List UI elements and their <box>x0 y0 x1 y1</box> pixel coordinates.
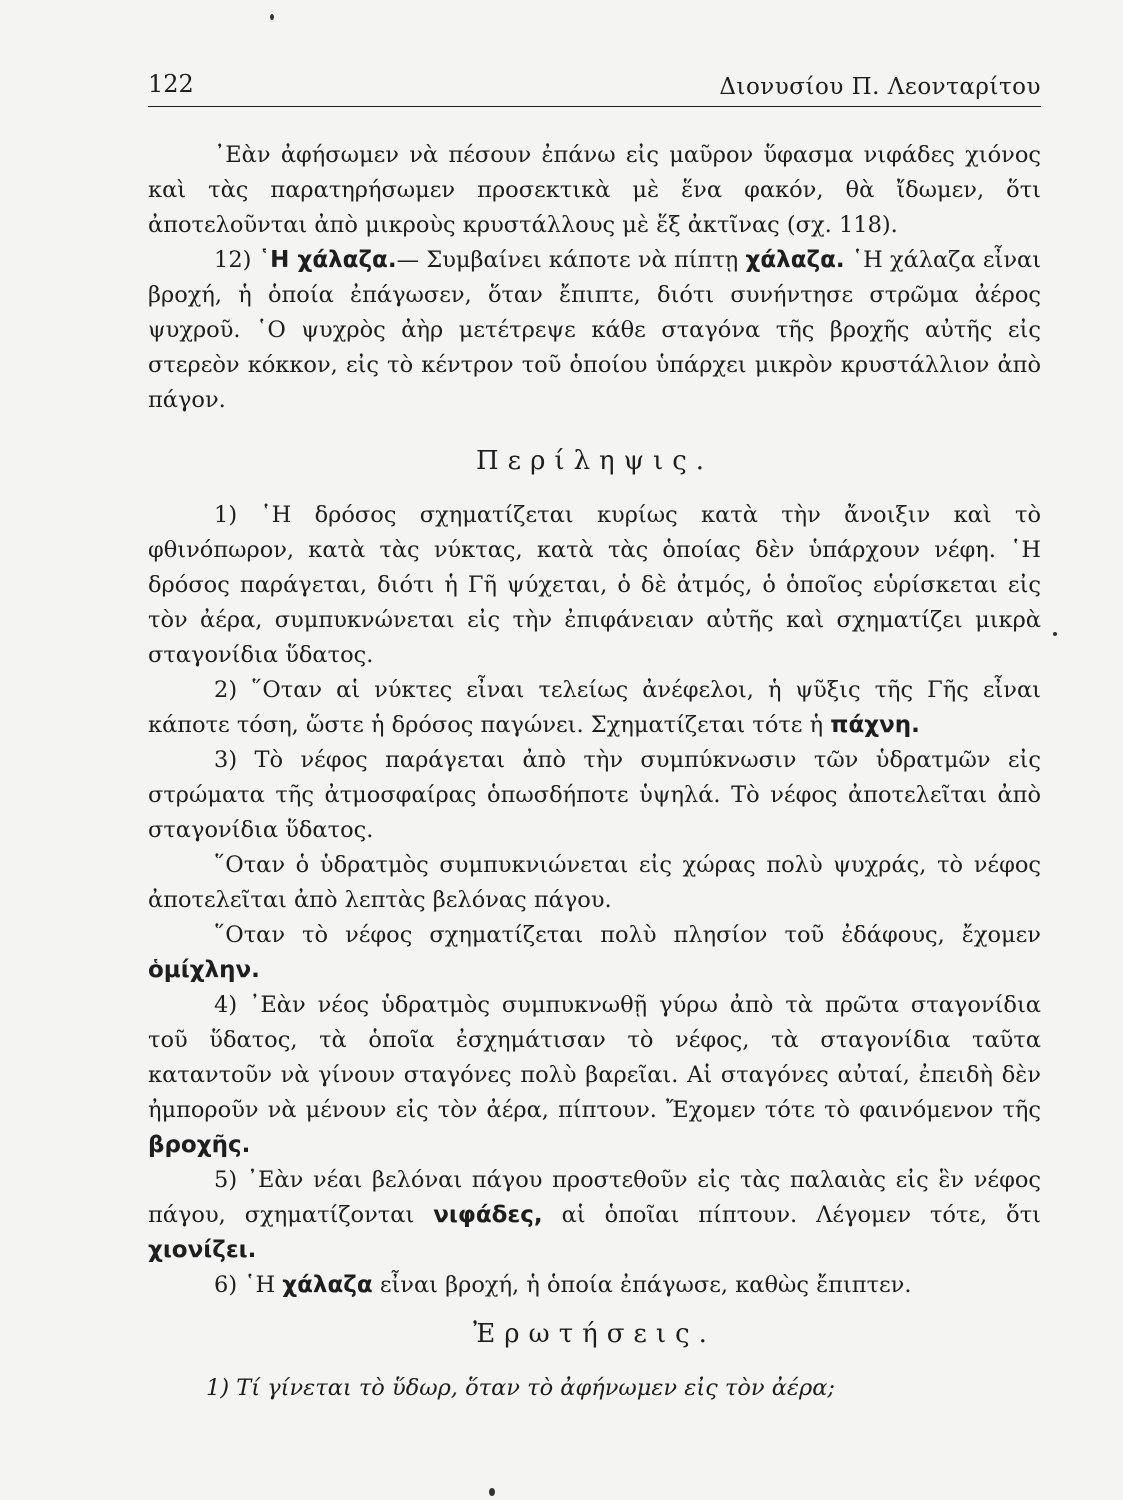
keyword-frost: πάχνη. <box>830 712 920 738</box>
running-head: Διονυσίου Π. Λεονταρίτου <box>719 74 1041 100</box>
scan-speck <box>270 14 274 20</box>
page-number: 122 <box>148 70 194 98</box>
summary-item-6: 6) ῾Η χάλαζα εἶναι βροχή, ἡ ὁποία ἐπάγωσε, καθὼς ἔπιπτεν. <box>214 1272 912 1298</box>
scan-speck <box>1053 632 1057 636</box>
summary-item-5: 5) ᾿Εὰν νέαι βελόναι πάγου προστεθοῦν εἰς τὰς παλαιὰς εἰς ἓν νέφος πάγου, σχηματίζονται νιφάδες, αἱ ὁποῖαι πίπτουν. Λέγομεν τότε, ὅτι χιονίζει. <box>148 1167 1042 1263</box>
summary-item-3c: ῞Οταν τὸ νέφος σχηματίζεται πολὺ πλησίον τοῦ ἐδάφους, ἔχομεν ὁμίχλην. <box>148 922 1041 983</box>
paragraph-hail: 12) ῾Η χάλαζα.— Συμβαίνει κάποτε νὰ πίπτῃ χάλαζα. ῾Η χάλαζα εἶναι βροχή, ἡ ὁποία ἐπάγωσεν, ὅταν ἔπιπτε, διότι συνήντησε στρῶμα ἀέρος ψυχροῦ. ῾Ο ψυχρὸς ἀὴρ μετέτρεψε κάθε σταγόνα τῆς βροχῆς αὐτῆς εἰς στερεὸν κόκκον, εἰς τὸ κέντρον τοῦ ὁποίου ὑπάρχει μικρὸν κρυστάλλιον ἀπὸ πάγον. <box>148 247 1042 413</box>
summary-item-3: 3) Τὸ νέφος παράγεται ἀπὸ τὴν συμπύκνωσιν τῶν ὑδρατμῶν εἰς στρώματα τῆς ἀτμοσφαίρας ὁπωσδήποτε ὑψηλά. Τὸ νέφος ἀποτελεῖται ἀπὸ σταγονίδια ὕδατος. <box>148 747 1041 843</box>
keyword-hail: χάλαζα. <box>745 247 845 273</box>
page-header <box>148 68 1041 107</box>
summary-item-4: 4) ᾿Εὰν νέος ὑδρατμὸς συμπυκνωθῇ γύρω ἀπὸ τὰ πρῶτα σταγονίδια τοῦ ὕδατος, τὰ ὁποῖα ἐσχημάτισαν τὸ νέφος, τὰ σταγονίδια ταῦτα καταντοῦν νὰ γίνουν σταγόνες πολὺ βαρεῖαι. Αἱ σταγόνες αὐταί, ἐπειδὴ δὲν ἠμποροῦν νὰ μένουν εἰς τὸν ἀέρα, πίπτουν. Ἔχομεν τότε τὸ φαινόμενον τῆς βροχῆς. <box>148 992 1041 1158</box>
summary-item-3b: ῞Οταν ὁ ὑδρατμὸς συμπυκνιώνεται εἰς χώρας πολὺ ψυχράς, τὸ νέφος ἀποτελεῖται ἀπὸ λεπτὰς βελόνας πάγου. <box>148 852 1041 913</box>
summary-item-1: 1) ῾Η δρόσος σχηματίζεται κυρίως κατὰ τὴν ἄνοιξιν καὶ τὸ φθινόπωρον, κατὰ τὰς νύκτας, κατὰ τὰς ὁποίας δὲν ὑπάρχουν νέφη. ῾Η δρόσος παράγεται, διότι ἡ Γῆ ψύχεται, ὁ δὲ ἀτμός, ὁ ὁποῖος εὑρίσκεται εἰς τὸν ἀέρα, συμπυκνώνεται εἰς τὴν ἐπιφάνειαν αὐτῆς καὶ σχηματίζει μικρὰ σταγονίδια ὕδατος. <box>148 502 1041 668</box>
keyword-hail-summary: χάλαζα <box>282 1272 373 1298</box>
keyword-rain: βροχῆς. <box>148 1132 251 1158</box>
questions-heading: Ἐρωτήσεις. <box>473 1319 716 1349</box>
keyword-snowflakes: νιφάδες, <box>433 1202 543 1228</box>
keyword-fog: ὁμίχλην. <box>148 957 260 983</box>
keyword-snowing: χιονίζει. <box>148 1237 257 1263</box>
scan-speck <box>489 1488 495 1496</box>
summary-item-2: 2) ῞Οταν αἱ νύκτες εἶναι τελείως ἀνέφελοι, ἡ ψῦξις τῆς Γῆς εἶναι κάποτε τόση, ὥστε ἡ δρόσος παγώνει. Σχηματίζεται τότε ἡ πάχνη. <box>148 677 1041 738</box>
summary-heading: Περίληψις. <box>475 446 714 476</box>
question-1: 1) Τί γίνεται τὸ ὕδωρ, ὅταν τὸ ἀφήνωμεν εἰς τὸν ἀέρα; <box>206 1375 836 1401</box>
paragraph-snowflakes: ᾿Εὰν ἀφήσωμεν νὰ πέσουν ἐπάνω εἰς μαῦρον ὕφασμα νιφάδες χιόνος καὶ τὰς παρατηρήσωμεν προσεκτικὰ μὲ ἕνα φακόν, θὰ ἴδωμεν, ὅτι ἀποτελοῦνται ἀπὸ μικροὺς κρυστάλλους μὲ ἕξ ἀκτῖνας (σχ. 118). <box>148 142 1041 238</box>
body-text <box>148 138 1041 1406</box>
keyword-hail-title: ῾Η χάλαζα. <box>258 247 397 273</box>
